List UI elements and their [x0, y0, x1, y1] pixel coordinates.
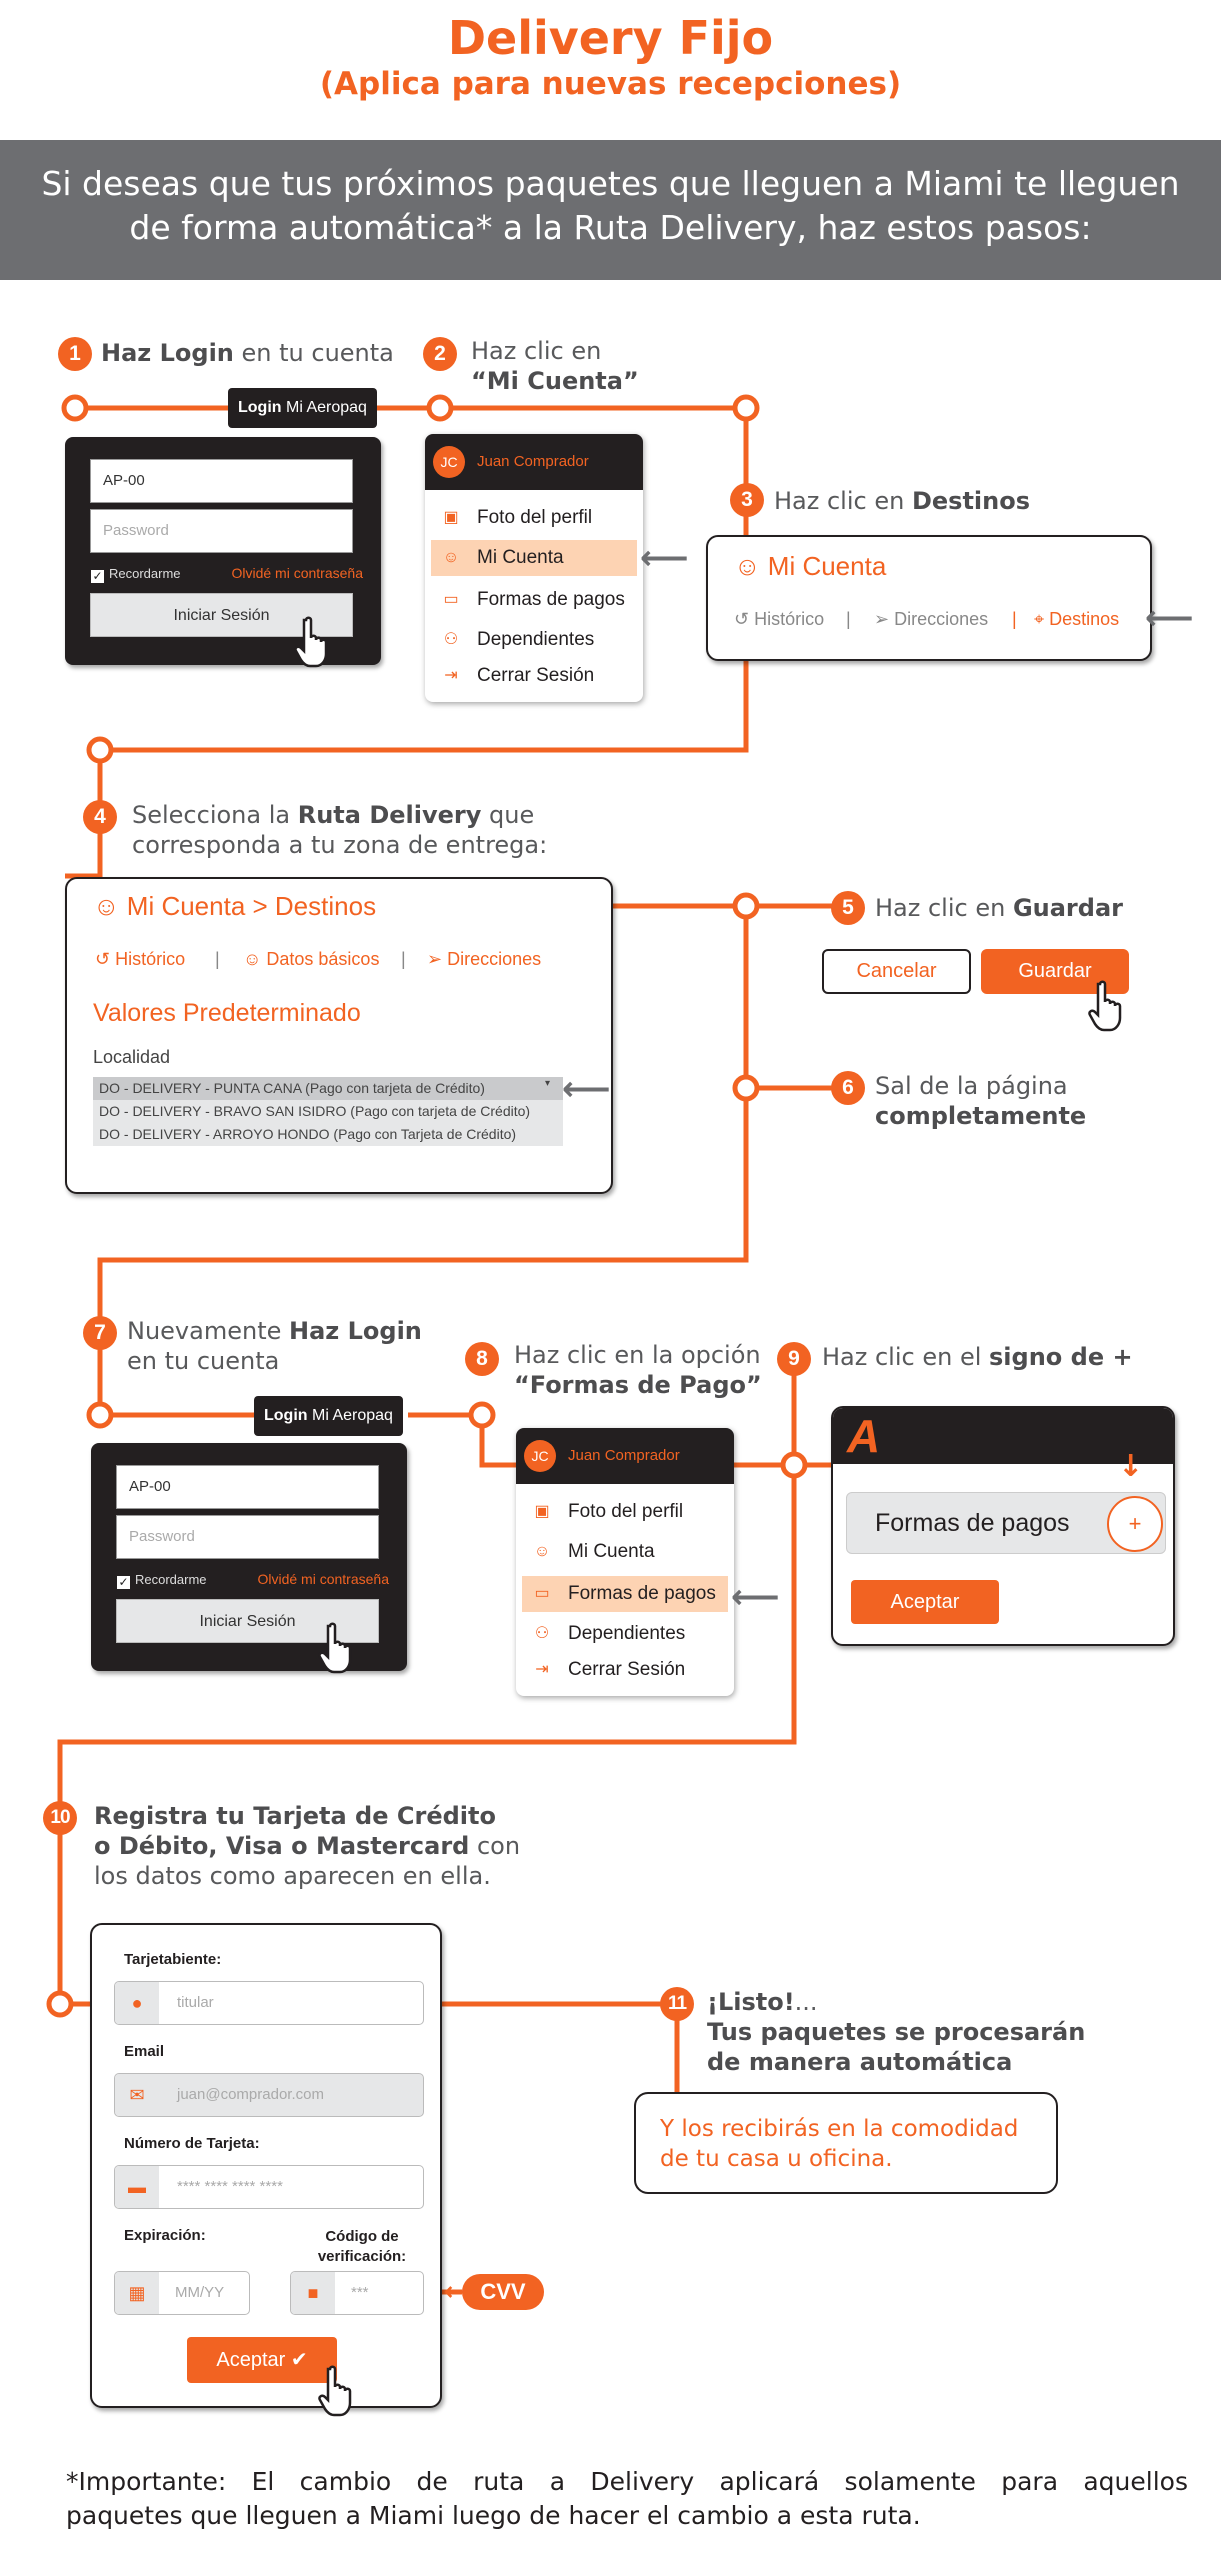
step-1-text	[101, 338, 394, 368]
page-title: Delivery Fijo	[447, 11, 774, 65]
menu-header	[516, 1428, 734, 1484]
avatar: JC	[524, 1440, 556, 1472]
card-icon: ▭	[443, 591, 459, 608]
localidad-label: Localidad	[93, 1047, 171, 1067]
menu-item-label: Foto del perfil	[477, 507, 593, 528]
tab-label: Destinos	[1049, 609, 1120, 629]
step-11-line1-bold: ¡Listo!	[707, 1988, 795, 2016]
step-8-line1: Haz clic en la opción	[514, 1341, 761, 1369]
login-submit-button[interactable]: Iniciar Sesión	[90, 593, 353, 637]
tab-divider: |	[401, 949, 406, 969]
user-icon: ☺	[243, 949, 267, 969]
step-6-line2: completamente	[875, 1102, 1087, 1130]
send-icon: ➢	[427, 949, 448, 969]
login-tag-bold: Login	[238, 399, 282, 416]
step-3-badge: 3	[730, 483, 764, 517]
step-9-badge: 9	[777, 1342, 811, 1376]
cancel-button[interactable]: Cancelar	[822, 949, 971, 994]
menu-item-foto[interactable]	[522, 1494, 728, 1530]
calendar-icon: ▦	[115, 2272, 159, 2314]
envelope-icon: ✉	[115, 2074, 159, 2116]
step-2-badge: 2	[423, 337, 457, 371]
location-pin-icon: ⌖	[1034, 609, 1050, 629]
step-3-bold: Destinos	[911, 487, 1030, 515]
step-7-bold: Haz Login	[289, 1317, 422, 1345]
step-10-text	[94, 1801, 520, 1891]
localidad-option-1[interactable]: DO - DELIVERY - PUNTA CANA (Pago con tarjeta de Crédito)	[93, 1077, 563, 1100]
hand-cursor-icon	[318, 1622, 358, 1676]
tab-label: Histórico	[754, 609, 825, 629]
step-8-line2: “Formas de Pago”	[514, 1371, 762, 1399]
page-subtitle: (Aplica para nuevas recepciones)	[319, 66, 902, 102]
user-icon: ☺	[734, 551, 768, 581]
save-button[interactable]: Guardar	[981, 949, 1129, 994]
select-caret-icon: ▾	[545, 1078, 551, 1089]
menu-item-cerrar[interactable]	[431, 658, 637, 694]
menu-item-label: Mi Cuenta	[477, 547, 564, 568]
forgot-password-link[interactable]: Olvidé mi contraseña	[257, 1571, 389, 1587]
step-5-text	[875, 893, 1123, 923]
step-6-text	[875, 1071, 1086, 1131]
step-7-text	[127, 1316, 422, 1376]
login-panel-2	[91, 1443, 407, 1671]
menu-item-label: Cerrar Sesión	[477, 665, 595, 686]
menu-item-foto[interactable]	[431, 500, 637, 536]
step-3-pre: Haz clic en	[774, 487, 912, 515]
user-icon: ☺	[93, 891, 127, 921]
destinos-heading	[93, 891, 376, 922]
banner-line-2: de forma automática* a la Ruta Delivery, haz estos pasos:	[129, 208, 1092, 247]
user-name: Juan Comprador	[568, 1447, 680, 1464]
localidad-option-3[interactable]: DO - DELIVERY - ARROYO HONDO (Pago con Tarjeta de Crédito)	[93, 1123, 563, 1146]
step-10-line2-bold: o Débito, Visa o Mastercard	[94, 1832, 470, 1860]
cvc-label	[292, 2227, 432, 2267]
hand-cursor-icon	[1088, 980, 1128, 1034]
user-name: Juan Comprador	[477, 453, 589, 470]
holder-placeholder: titular	[177, 1994, 214, 2011]
step-11-line2: Tus paquetes se procesarán	[707, 2018, 1086, 2046]
tab-divider: |	[846, 609, 851, 629]
account-menu-2	[516, 1428, 734, 1696]
card-registration-form	[90, 1923, 442, 2408]
step-11-line3: de manera automática	[707, 2048, 1013, 2076]
email-input[interactable]	[114, 2073, 424, 2117]
cvc-input[interactable]	[290, 2271, 424, 2315]
menu-item-label: Dependientes	[477, 629, 595, 650]
pointer-arrow-icon: ⟵	[1145, 598, 1194, 638]
step-11-line1-rest: ...	[794, 1988, 818, 2016]
payment-card	[831, 1406, 1175, 1646]
step-10-badge: 10	[43, 1801, 77, 1835]
user-icon: ☺	[442, 549, 460, 566]
menu-item-cerrar[interactable]	[522, 1652, 728, 1688]
formas-de-pagos-row: Formas de pagos	[846, 1492, 1166, 1554]
tab-direcciones[interactable]	[874, 609, 988, 630]
banner-line-1: Si deseas que tus próximos paquetes que lleguen a Miami te lleguen	[41, 164, 1180, 203]
step-2-text	[471, 336, 639, 396]
pointer-arrow-icon: ⟵	[640, 538, 689, 578]
step-4-text	[132, 800, 547, 860]
menu-item-formas-pago[interactable]	[522, 1576, 728, 1612]
login-submit-button[interactable]: Iniciar Sesión	[116, 1599, 379, 1643]
user-icon: ☺	[533, 1543, 551, 1560]
step-11-badge: 11	[660, 1987, 694, 2021]
step-7-line2: en tu cuenta	[127, 1347, 280, 1375]
localidad-option-2[interactable]: DO - DELIVERY - BRAVO SAN ISIDRO (Pago con tarjeta de Crédito)	[93, 1100, 563, 1123]
step-5-bold: Guardar	[1012, 894, 1123, 922]
submit-card-button[interactable]	[187, 2337, 337, 2383]
history-icon: ↺	[95, 949, 116, 969]
card-number-placeholder: **** **** **** ****	[177, 2178, 283, 2195]
expiration-input[interactable]	[114, 2271, 250, 2315]
step-10-line3: los datos como aparecen en ella.	[94, 1862, 491, 1890]
step-1-rest: en tu cuenta	[233, 339, 394, 367]
avatar: JC	[433, 446, 465, 478]
tab-historico[interactable]	[95, 949, 185, 970]
submit-card-label: Aceptar	[216, 2349, 286, 2371]
tab-direcciones[interactable]	[427, 949, 541, 970]
tab-historico[interactable]	[734, 609, 824, 630]
tab-datos-basicos[interactable]	[243, 949, 379, 970]
step-3-text	[774, 486, 1030, 516]
step-11-text	[707, 1987, 1085, 2077]
brand-logo: A	[847, 1410, 881, 1462]
mi-cuenta-title: Mi Cuenta	[767, 551, 887, 581]
footnote	[66, 2465, 1188, 2533]
tab-label: Histórico	[115, 949, 186, 969]
step-4-bold: Ruta Delivery	[297, 801, 482, 829]
step-7-pre: Nuevamente	[127, 1317, 289, 1345]
step-4-pre: Selecciona la	[132, 801, 298, 829]
cvv-arrow-icon: ←	[444, 2277, 466, 2307]
holder-label: Tarjetabiente:	[124, 1951, 222, 1968]
group-icon: ⚇	[443, 631, 459, 648]
group-icon: ⚇	[534, 1625, 550, 1642]
profile-photo-icon: ▣	[443, 509, 459, 526]
destinos-card	[65, 877, 613, 1194]
password-input[interactable]: Password	[90, 509, 353, 553]
step-10-line2-rest: con	[469, 1832, 521, 1860]
expiration-label: Expiración:	[124, 2227, 206, 2244]
step-8-text	[514, 1340, 762, 1400]
accept-button[interactable]: Aceptar	[851, 1580, 999, 1624]
email-value: juan@comprador.com	[177, 2086, 324, 2103]
step-1-badge: 1	[58, 337, 92, 371]
forgot-password-link[interactable]: Olvidé mi contraseña	[231, 565, 363, 581]
menu-item-label: Mi Cuenta	[568, 1541, 655, 1562]
tab-label: Direcciones	[447, 949, 542, 969]
login-tag	[228, 388, 377, 428]
step-9-text	[822, 1342, 1133, 1372]
step-2-line2: “Mi Cuenta”	[471, 367, 639, 395]
tab-destinos[interactable]	[1034, 609, 1119, 630]
person-icon: ●	[115, 1982, 159, 2024]
username-input[interactable]: AP-00	[90, 459, 353, 503]
tab-label: Direcciones	[894, 609, 989, 629]
menu-item-label: Formas de pagos	[477, 589, 625, 610]
step-9-bold: signo de +	[989, 1343, 1133, 1371]
expiration-placeholder: MM/YY	[175, 2284, 225, 2301]
remember-label: Recordarme	[135, 1572, 207, 1587]
menu-item-mi-cuenta[interactable]	[522, 1534, 728, 1570]
menu-header	[425, 434, 643, 490]
step-4-badge: 4	[83, 800, 117, 834]
credit-card-icon: ▬	[115, 2166, 159, 2208]
step-1-bold: Haz Login	[101, 339, 234, 367]
listo-line2: de tu casa u oficina.	[660, 2146, 893, 2172]
remember-checkbox[interactable]	[91, 566, 181, 583]
step-6-line1: Sal de la página	[875, 1072, 1068, 1100]
cvc-label-1: Código de	[325, 2228, 399, 2245]
menu-item-dependientes[interactable]	[522, 1616, 728, 1652]
logout-icon: ⇥	[444, 667, 458, 684]
logout-icon: ⇥	[535, 1661, 549, 1678]
pointer-down-arrow-icon: ↓	[1118, 1449, 1144, 1484]
login-tag	[254, 1396, 403, 1436]
checkmark-icon: ✔	[290, 2349, 308, 2371]
step-5-badge: 5	[831, 891, 865, 925]
step-10-line1: Registra tu Tarjeta de Crédito	[94, 1802, 496, 1830]
cvc-placeholder: ***	[351, 2284, 369, 2301]
remember-checkbox[interactable]	[117, 1572, 207, 1589]
password-input[interactable]: Password	[116, 1515, 379, 1559]
add-payment-button[interactable]: +	[1107, 1496, 1163, 1552]
step-2-line1: Haz clic en	[471, 337, 602, 365]
step-5-pre: Haz clic en	[875, 894, 1013, 922]
checkbox-check-icon: ✓	[118, 1575, 129, 1589]
menu-item-label: Dependientes	[568, 1623, 686, 1644]
step-7-badge: 7	[83, 1316, 117, 1350]
hand-cursor-icon	[318, 2365, 358, 2419]
cvv-tag: CVV	[462, 2274, 544, 2310]
card-number-input[interactable]	[114, 2165, 424, 2209]
remember-label: Recordarme	[109, 566, 181, 581]
step-8-badge: 8	[465, 1342, 499, 1376]
holder-input[interactable]	[114, 1981, 424, 2025]
mi-cuenta-heading	[734, 551, 886, 582]
lock-icon: ■	[291, 2272, 335, 2314]
card-number-label: Número de Tarjeta:	[124, 2135, 260, 2152]
pointer-arrow-icon: ⟵	[731, 1577, 780, 1617]
hand-cursor-icon	[294, 616, 334, 670]
destinos-title: Mi Cuenta > Destinos	[126, 891, 377, 921]
menu-item-mi-cuenta[interactable]	[431, 540, 637, 576]
send-icon: ➢	[874, 609, 895, 629]
login-tag-rest: Mi Aeropaq	[286, 399, 367, 416]
username-input[interactable]: AP-00	[116, 1465, 379, 1509]
checkbox-check-icon: ✓	[92, 569, 103, 583]
menu-item-dependientes[interactable]	[431, 622, 637, 658]
card-icon: ▭	[534, 1585, 550, 1602]
mi-cuenta-card	[706, 535, 1152, 661]
step-9-pre: Haz clic en el	[822, 1343, 990, 1371]
menu-item-label: Foto del perfil	[568, 1501, 684, 1522]
menu-item-label: Cerrar Sesión	[568, 1659, 686, 1680]
footnote-line2: paquetes que lleguen a Miami luego de hacer el cambio a esta ruta.	[66, 2501, 921, 2530]
email-label: Email	[124, 2043, 165, 2060]
tab-label: Datos básicos	[266, 949, 380, 969]
listo-box	[634, 2092, 1058, 2194]
section-title: Valores Predeterminado	[93, 999, 361, 1027]
pointer-arrow-icon: ⟵	[562, 1069, 611, 1109]
menu-item-formas-pago[interactable]	[431, 582, 637, 618]
history-icon: ↺	[734, 609, 755, 629]
step-4-line2: corresponda a tu zona de entrega:	[132, 831, 548, 859]
cvc-label-2: verificación:	[317, 2248, 407, 2265]
menu-item-label: Formas de pagos	[568, 1583, 716, 1604]
step-6-badge: 6	[831, 1071, 865, 1105]
login-tag-bold: Login	[264, 1407, 308, 1424]
footnote-line1: *Importante: El cambio de ruta a Delivery aplicará solamente para aquellos	[66, 2467, 1188, 2496]
login-tag-rest: Mi Aeropaq	[312, 1407, 393, 1424]
tab-divider: |	[215, 949, 220, 969]
tab-divider: |	[1012, 609, 1017, 629]
profile-photo-icon: ▣	[534, 1503, 550, 1520]
account-menu-1	[425, 434, 643, 702]
step-4-post: que	[481, 801, 535, 829]
listo-line1: Y los recibirás en la comodidad	[660, 2116, 1019, 2142]
